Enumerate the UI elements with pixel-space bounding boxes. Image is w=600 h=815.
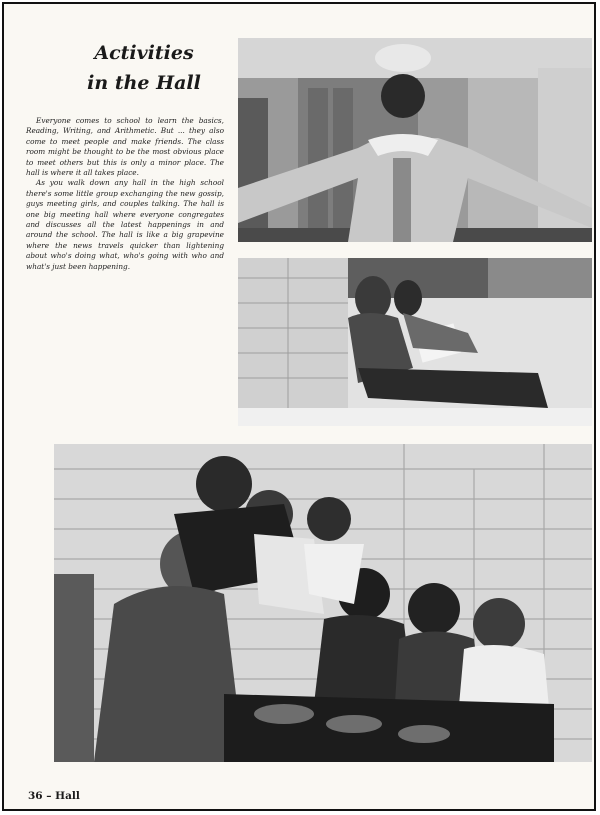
photo-group-of-students-by-wall xyxy=(54,444,592,762)
page-title xyxy=(64,38,224,98)
article-paragraph-2: As you walk down any hall in the high school there's some little group exchanging the new gossip, guys meeting girls, and couples talking. The hall is one big meeting hall where everyone congregates and discusses all the latest happenings in and around the school. The hall is like a big grapevine where the news travels quicker than lightening about who's doing what, who's going with who and what's just been happening. xyxy=(26,178,224,271)
photo-student-in-hallway xyxy=(238,38,592,242)
title-line-2: in the Hall xyxy=(87,72,201,94)
article-body xyxy=(26,116,224,272)
page-folio: 36 – Hall xyxy=(28,790,80,802)
photo-students-sitting-on-floor xyxy=(238,258,592,426)
yearbook-page xyxy=(2,2,596,811)
title-line-1: Activities xyxy=(94,42,194,64)
article-paragraph-1: Everyone comes to school to learn the basics, Reading, Writing, and Arithmetic. But ... they also come to meet people and make friends. The class room might be thought to be the most obvious place to meet others but this is only a minor place. The hall is where it all takes place. xyxy=(26,116,224,178)
